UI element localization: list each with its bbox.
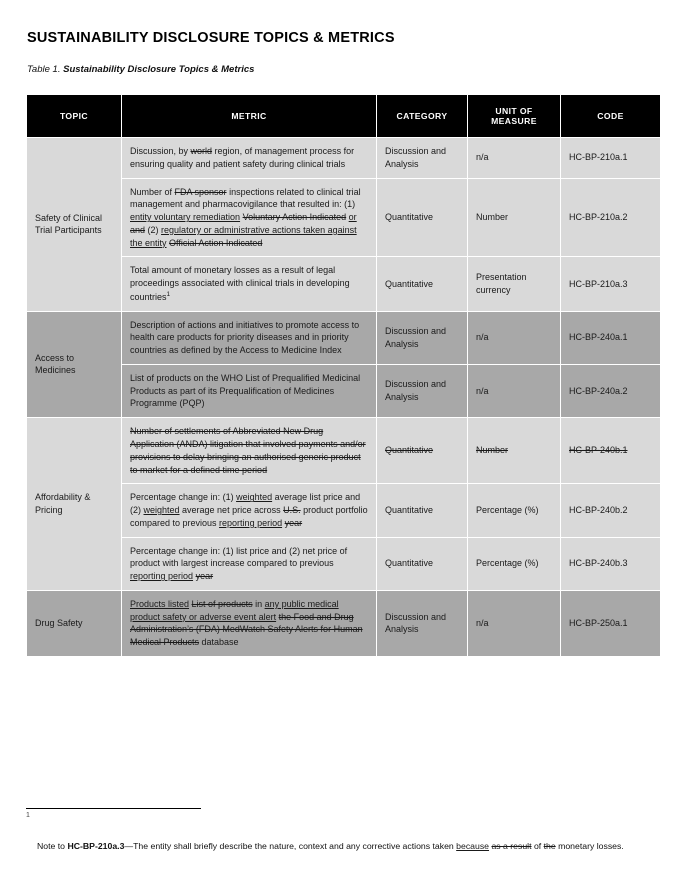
category-cell: Quantitative (377, 538, 467, 590)
topic-cell: Drug Safety (27, 591, 121, 656)
metric-cell (122, 538, 376, 590)
text-segment-inserted: reporting period (130, 571, 194, 582)
category-cell: Discussion and Analysis (377, 312, 467, 364)
sustainability-metrics-table (26, 94, 661, 657)
table-row (27, 365, 660, 417)
text-segment-inserted: any public medical product safety or adverse event alert (130, 598, 339, 622)
unit-of-measure-cell: Percentage (%) (468, 484, 560, 536)
category-cell: Quantitative (377, 257, 467, 310)
page-title: SUSTAINABILITY DISCLOSURE TOPICS & METRICS (27, 29, 395, 46)
text-segment-inserted: regulatory or administrative actions taken against the entity (130, 224, 357, 248)
text-segment-normal: region, of management process for ensuring quality and patient safety during clinical trials (130, 146, 355, 169)
category-cell: Quantitative (377, 179, 467, 257)
metric-cell (122, 312, 376, 364)
text-segment-deleted: the Food and Drug Administration’s (FDA) MedWatch Safety Alerts for Human Medical Products (130, 611, 363, 648)
table-row (27, 179, 660, 257)
table-row (27, 591, 660, 656)
text-segment-normal: database (199, 637, 239, 648)
topic-cell: Access to Medicines (27, 312, 121, 418)
metric-cell (122, 591, 376, 656)
code-cell: HC-BP-240a.2 (561, 365, 660, 417)
text-segment-footnote: 1 (166, 290, 171, 298)
text-segment-normal: average list price and (2) (130, 492, 361, 516)
text-segment-normal: in (252, 598, 265, 609)
text-segment-normal: of (531, 841, 544, 851)
code-cell: HC-BP-240b.2 (561, 484, 660, 536)
unit-of-measure-cell: Number (468, 179, 560, 257)
text-segment-deleted: Official Action Indicated (169, 237, 263, 248)
table-row (27, 257, 660, 310)
category-cell: Quantitative (377, 418, 467, 483)
text-segment-deleted: Voluntary Action Indicated (242, 212, 347, 223)
table-caption-lead: Table 1. (27, 64, 61, 75)
text-segment-deleted: year (195, 571, 214, 582)
column-header-unit-of-measure (468, 95, 560, 137)
table-row (27, 418, 660, 483)
topic-cell: Affordability & Pricing (27, 418, 121, 590)
footnote-separator-rule (26, 808, 201, 809)
text-segment-normal: Note to (37, 841, 68, 851)
text-segment-normal: (2) (145, 224, 162, 235)
footnote-marker: 1 (26, 812, 30, 819)
metric-cell (122, 484, 376, 536)
unit-of-measure-cell: n/a (468, 312, 560, 364)
text-segment-inserted: reporting period (219, 517, 283, 528)
metric-cell (122, 418, 376, 483)
text-segment-normal: product portfolio compared to previous (130, 505, 368, 528)
text-segment-deleted: world (190, 146, 213, 156)
code-cell: HC-BP-210a.1 (561, 138, 660, 178)
metric-cell (122, 138, 376, 178)
text-segment-bold: HC-BP-210a.3 (67, 841, 125, 851)
text-segment-normal: Percentage change in: (1) list price and (2) net price of product with largest increase compared to previous (130, 545, 348, 569)
text-segment-normal: monetary losses. (555, 841, 624, 851)
column-header-category: CATEGORY (377, 95, 467, 137)
table-row (27, 484, 660, 536)
category-cell: Discussion and Analysis (377, 138, 467, 178)
table-header (27, 95, 660, 137)
table-body (27, 138, 660, 656)
text-segment-normal: Number of (130, 186, 175, 197)
text-segment-inserted: entity voluntary remediation (130, 212, 241, 223)
table-row (27, 538, 660, 590)
table-caption-title: Sustainability Disclosure Topics & Metrics (63, 64, 255, 75)
category-cell: Discussion and Analysis (377, 591, 467, 656)
text-segment-deleted: year (284, 517, 303, 528)
table-row (27, 312, 660, 364)
table-header-row (27, 95, 660, 137)
unit-header-line1: UNIT OF (495, 106, 533, 116)
table-row (27, 138, 660, 178)
text-segment-inserted: or (348, 212, 357, 223)
unit-of-measure-cell: Number (468, 418, 560, 483)
metric-cell (122, 257, 376, 310)
text-segment-deleted: the (543, 841, 556, 851)
column-header-topic: TOPIC (27, 95, 121, 137)
category-cell: Discussion and Analysis (377, 365, 467, 417)
text-segment-inserted: Products listed (130, 598, 190, 609)
unit-of-measure-cell: Percentage (%) (468, 538, 560, 590)
unit-of-measure-cell: Presentation currency (468, 257, 560, 310)
category-cell: Quantitative (377, 484, 467, 536)
unit-of-measure-cell: n/a (468, 365, 560, 417)
code-cell: HC-BP-240a.1 (561, 312, 660, 364)
text-segment-normal: average net price across (179, 505, 284, 516)
unit-of-measure-cell: n/a (468, 138, 560, 178)
text-segment-deleted: and (130, 224, 146, 235)
unit-of-measure-cell: n/a (468, 591, 560, 656)
text-segment-deleted: List of products (191, 598, 253, 609)
text-segment-normal: inspections related to clinical trial management and pharmacovigilance that resulted in: (1) (130, 186, 361, 210)
text-segment-inserted: because (456, 841, 490, 851)
text-segment-inserted: weighted (143, 505, 180, 516)
column-header-code: CODE (561, 95, 660, 137)
text-segment-normal: Discussion, by (130, 146, 191, 156)
footnote-note-text (37, 840, 657, 853)
column-header-metric: METRIC (122, 95, 376, 137)
text-segment-deleted: Number of settlements of Abbreviated New Drug Application (ANDA) litigation that involved payments and/or provisions to delay bringing an authorised generic product to market for a defined time period (130, 426, 366, 475)
metric-cell (122, 365, 376, 417)
text-segment-normal: Description of actions and initiatives to promote access to health care products for priority diseases and in priority countries as defined by the Access to Medicine Index (130, 319, 360, 356)
code-cell: HC-BP-210a.2 (561, 179, 660, 257)
text-segment-deleted: FDA sponsor (174, 186, 227, 197)
code-cell: HC-BP-210a.3 (561, 257, 660, 310)
unit-header-line2: MEASURE (491, 116, 537, 126)
text-segment-normal: Total amount of monetary losses as a result of legal proceedings associated with clinical trials in developing countries (130, 265, 350, 302)
metric-cell (122, 179, 376, 257)
text-segment-inserted: weighted (236, 492, 273, 503)
text-segment-normal: —The entity shall briefly describe the nature, context and any corrective actions taken (124, 841, 457, 851)
code-cell: HC-BP-240b.1 (561, 418, 660, 483)
topic-cell: Safety of Clinical Trial Participants (27, 138, 121, 311)
text-segment-deleted: as a result (491, 841, 532, 851)
code-cell: HC-BP-240b.3 (561, 538, 660, 590)
text-segment-normal: Percentage change in: (1) (130, 492, 237, 503)
table-caption (27, 64, 254, 75)
code-cell: HC-BP-250a.1 (561, 591, 660, 656)
text-segment-normal: List of products on the WHO List of Prequalified Medicinal Products as part of its Prequalification of Medicines Programme (PQP) (130, 372, 361, 409)
text-segment-deleted: U.S. (283, 505, 301, 516)
